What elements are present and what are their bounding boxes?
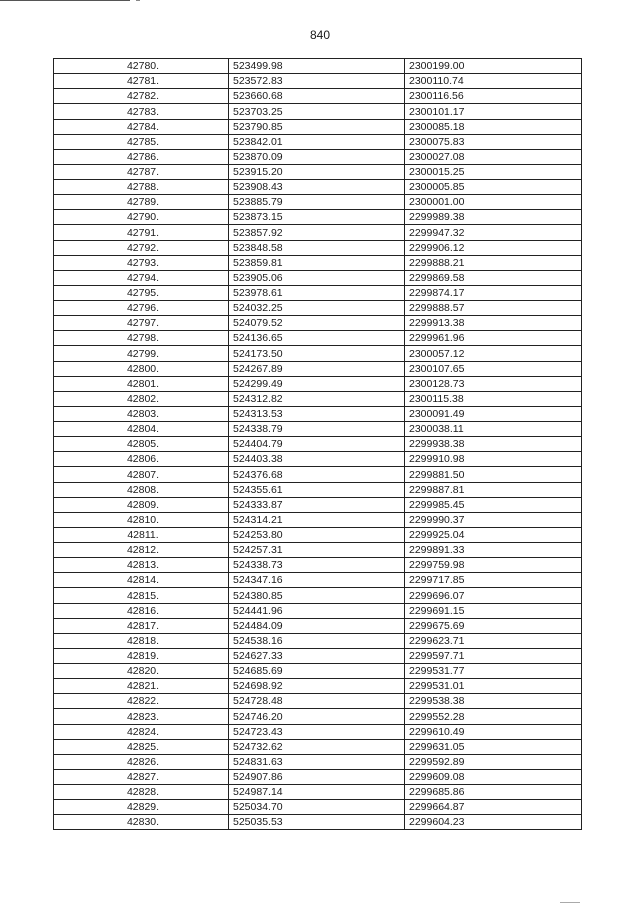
x-coordinate-cell: 523978.61 [229,285,405,300]
x-coordinate-cell: 523905.06 [229,270,405,285]
x-coordinate-cell: 524338.73 [229,558,405,573]
point-number-cell: 42813. [54,558,229,573]
x-coordinate-cell: 524136.65 [229,331,405,346]
point-number-cell: 42828. [54,785,229,800]
y-coordinate-cell: 2300027.08 [405,149,582,164]
table-row [54,240,582,255]
table-row [54,815,582,830]
table-row [54,603,582,618]
y-coordinate-cell: 2300107.65 [405,361,582,376]
x-coordinate-cell: 523660.68 [229,89,405,104]
x-coordinate-cell: 524347.16 [229,573,405,588]
y-coordinate-cell: 2300115.38 [405,391,582,406]
table-row [54,785,582,800]
x-coordinate-cell: 523859.81 [229,255,405,270]
point-number-cell: 42793. [54,255,229,270]
y-coordinate-cell: 2299759.98 [405,558,582,573]
x-coordinate-cell: 524032.25 [229,301,405,316]
point-number-cell: 42784. [54,119,229,134]
point-number-cell: 42792. [54,240,229,255]
x-coordinate-cell: 523915.20 [229,164,405,179]
table-row [54,543,582,558]
x-coordinate-cell: 524314.21 [229,512,405,527]
y-coordinate-cell: 2300110.74 [405,74,582,89]
x-coordinate-cell: 523842.01 [229,134,405,149]
x-coordinate-cell: 523848.58 [229,240,405,255]
y-coordinate-cell: 2300091.49 [405,406,582,421]
x-coordinate-cell: 524299.49 [229,376,405,391]
y-coordinate-cell: 2299631.05 [405,739,582,754]
page-number: 840 [309,28,331,42]
y-coordinate-cell: 2299552.28 [405,709,582,724]
point-number-cell: 42798. [54,331,229,346]
y-coordinate-cell: 2299887.81 [405,482,582,497]
y-coordinate-cell: 2300001.00 [405,195,582,210]
coordinates-table-body [54,59,582,830]
y-coordinate-cell: 2299691.15 [405,603,582,618]
y-coordinate-cell: 2299531.01 [405,679,582,694]
table-row [54,482,582,497]
point-number-cell: 42822. [54,694,229,709]
table-row [54,648,582,663]
point-number-cell: 42800. [54,361,229,376]
x-coordinate-cell: 525034.70 [229,800,405,815]
y-coordinate-cell: 2299592.89 [405,754,582,769]
y-coordinate-cell: 2300128.73 [405,376,582,391]
y-coordinate-cell: 2299675.69 [405,618,582,633]
x-coordinate-cell: 524746.20 [229,709,405,724]
y-coordinate-cell: 2299925.04 [405,527,582,542]
point-number-cell: 42830. [54,815,229,830]
table-row [54,255,582,270]
table-row [54,346,582,361]
point-number-cell: 42827. [54,769,229,784]
y-coordinate-cell: 2300038.11 [405,422,582,437]
y-coordinate-cell: 2299985.45 [405,497,582,512]
y-coordinate-cell: 2299910.98 [405,452,582,467]
x-coordinate-cell: 524079.52 [229,316,405,331]
point-number-cell: 42790. [54,210,229,225]
y-coordinate-cell: 2299990.37 [405,512,582,527]
x-coordinate-cell: 524685.69 [229,664,405,679]
table-row [54,467,582,482]
x-coordinate-cell: 524728.48 [229,694,405,709]
x-coordinate-cell: 524987.14 [229,785,405,800]
x-coordinate-cell: 524907.86 [229,769,405,784]
table-row [54,376,582,391]
x-coordinate-cell: 524338.79 [229,422,405,437]
x-coordinate-cell: 524538.16 [229,633,405,648]
y-coordinate-cell: 2299664.87 [405,800,582,815]
table-row [54,588,582,603]
point-number-cell: 42786. [54,149,229,164]
x-coordinate-cell: 523703.25 [229,104,405,119]
table-row [54,694,582,709]
point-number-cell: 42804. [54,422,229,437]
y-coordinate-cell: 2299881.50 [405,467,582,482]
table-row [54,769,582,784]
table-row [54,59,582,74]
y-coordinate-cell: 2299623.71 [405,633,582,648]
y-coordinate-cell: 2299610.49 [405,724,582,739]
x-coordinate-cell: 524627.33 [229,648,405,663]
table-row [54,74,582,89]
x-coordinate-cell: 524831.63 [229,754,405,769]
point-number-cell: 42782. [54,89,229,104]
point-number-cell: 42791. [54,225,229,240]
y-coordinate-cell: 2300085.18 [405,119,582,134]
table-row [54,573,582,588]
x-coordinate-cell: 524312.82 [229,391,405,406]
point-number-cell: 42821. [54,679,229,694]
point-number-cell: 42810. [54,512,229,527]
x-coordinate-cell: 524403.38 [229,452,405,467]
table-row [54,664,582,679]
point-number-cell: 42794. [54,270,229,285]
y-coordinate-cell: 2299888.21 [405,255,582,270]
point-number-cell: 42825. [54,739,229,754]
x-coordinate-cell: 524333.87 [229,497,405,512]
point-number-cell: 42807. [54,467,229,482]
y-coordinate-cell: 2299696.07 [405,588,582,603]
x-coordinate-cell: 524376.68 [229,467,405,482]
x-coordinate-cell: 523572.83 [229,74,405,89]
table-row [54,633,582,648]
x-coordinate-cell: 525035.53 [229,815,405,830]
table-row [54,406,582,421]
x-coordinate-cell: 524313.53 [229,406,405,421]
y-coordinate-cell: 2300005.85 [405,180,582,195]
table-row [54,391,582,406]
table-row [54,210,582,225]
point-number-cell: 42803. [54,406,229,421]
table-row [54,195,582,210]
point-number-cell: 42806. [54,452,229,467]
x-coordinate-cell: 523908.43 [229,180,405,195]
point-number-cell: 42799. [54,346,229,361]
point-number-cell: 42812. [54,543,229,558]
y-coordinate-cell: 2300015.25 [405,164,582,179]
point-number-cell: 42801. [54,376,229,391]
x-coordinate-cell: 524257.31 [229,543,405,558]
scan-edge-mark-bottom [560,902,580,903]
point-number-cell: 42818. [54,633,229,648]
table-row [54,497,582,512]
y-coordinate-cell: 2299609.08 [405,769,582,784]
y-coordinate-cell: 2299947.32 [405,225,582,240]
point-number-cell: 42795. [54,285,229,300]
table-row [54,800,582,815]
point-number-cell: 42823. [54,709,229,724]
table-row [54,754,582,769]
y-coordinate-cell: 2299989.38 [405,210,582,225]
point-number-cell: 42785. [54,134,229,149]
x-coordinate-cell: 524355.61 [229,482,405,497]
y-coordinate-cell: 2299685.86 [405,785,582,800]
x-coordinate-cell: 524732.62 [229,739,405,754]
table-row [54,512,582,527]
point-number-cell: 42826. [54,754,229,769]
point-number-cell: 42816. [54,603,229,618]
x-coordinate-cell: 523873.15 [229,210,405,225]
point-number-cell: 42796. [54,301,229,316]
x-coordinate-cell: 524173.50 [229,346,405,361]
y-coordinate-cell: 2299874.17 [405,285,582,300]
table-row [54,361,582,376]
point-number-cell: 42819. [54,648,229,663]
table-row [54,679,582,694]
table-row [54,270,582,285]
y-coordinate-cell: 2299938.38 [405,437,582,452]
scan-edge-line [0,0,130,1]
table-row [54,316,582,331]
table-row [54,225,582,240]
point-number-cell: 42824. [54,724,229,739]
x-coordinate-cell: 524441.96 [229,603,405,618]
y-coordinate-cell: 2299906.12 [405,240,582,255]
table-row [54,119,582,134]
y-coordinate-cell: 2299538.38 [405,694,582,709]
point-number-cell: 42809. [54,497,229,512]
y-coordinate-cell: 2300199.00 [405,59,582,74]
point-number-cell: 42789. [54,195,229,210]
y-coordinate-cell: 2300116.56 [405,89,582,104]
table-row [54,452,582,467]
x-coordinate-cell: 523870.09 [229,149,405,164]
point-number-cell: 42780. [54,59,229,74]
point-number-cell: 42817. [54,618,229,633]
x-coordinate-cell: 524253.80 [229,527,405,542]
y-coordinate-cell: 2299597.71 [405,648,582,663]
x-coordinate-cell: 523885.79 [229,195,405,210]
point-number-cell: 42781. [54,74,229,89]
y-coordinate-cell: 2299888.57 [405,301,582,316]
y-coordinate-cell: 2299891.33 [405,543,582,558]
point-number-cell: 42783. [54,104,229,119]
x-coordinate-cell: 524380.85 [229,588,405,603]
table-row [54,104,582,119]
table-row [54,301,582,316]
table-row [54,134,582,149]
x-coordinate-cell: 523499.98 [229,59,405,74]
y-coordinate-cell: 2299961.96 [405,331,582,346]
table-row [54,89,582,104]
table-row [54,180,582,195]
point-number-cell: 42805. [54,437,229,452]
table-row [54,739,582,754]
point-number-cell: 42788. [54,180,229,195]
table-row [54,709,582,724]
table-row [54,422,582,437]
table-row [54,558,582,573]
point-number-cell: 42811. [54,527,229,542]
x-coordinate-cell: 524267.89 [229,361,405,376]
x-coordinate-cell: 524404.79 [229,437,405,452]
point-number-cell: 42820. [54,664,229,679]
point-number-cell: 42787. [54,164,229,179]
y-coordinate-cell: 2299717.85 [405,573,582,588]
y-coordinate-cell: 2300075.83 [405,134,582,149]
coordinates-table [53,58,582,830]
table-row [54,149,582,164]
y-coordinate-cell: 2299531.77 [405,664,582,679]
table-row [54,437,582,452]
x-coordinate-cell: 524484.09 [229,618,405,633]
table-row [54,618,582,633]
table-row [54,285,582,300]
point-number-cell: 42797. [54,316,229,331]
y-coordinate-cell: 2299869.58 [405,270,582,285]
x-coordinate-cell: 524698.92 [229,679,405,694]
table-row [54,724,582,739]
y-coordinate-cell: 2299913.38 [405,316,582,331]
y-coordinate-cell: 2300101.17 [405,104,582,119]
point-number-cell: 42808. [54,482,229,497]
scan-edge-mark [136,0,140,1]
point-number-cell: 42802. [54,391,229,406]
table-row [54,331,582,346]
x-coordinate-cell: 523790.85 [229,119,405,134]
point-number-cell: 42829. [54,800,229,815]
x-coordinate-cell: 523857.92 [229,225,405,240]
y-coordinate-cell: 2300057.12 [405,346,582,361]
table-row [54,164,582,179]
x-coordinate-cell: 524723.43 [229,724,405,739]
point-number-cell: 42814. [54,573,229,588]
point-number-cell: 42815. [54,588,229,603]
table-row [54,527,582,542]
y-coordinate-cell: 2299604.23 [405,815,582,830]
